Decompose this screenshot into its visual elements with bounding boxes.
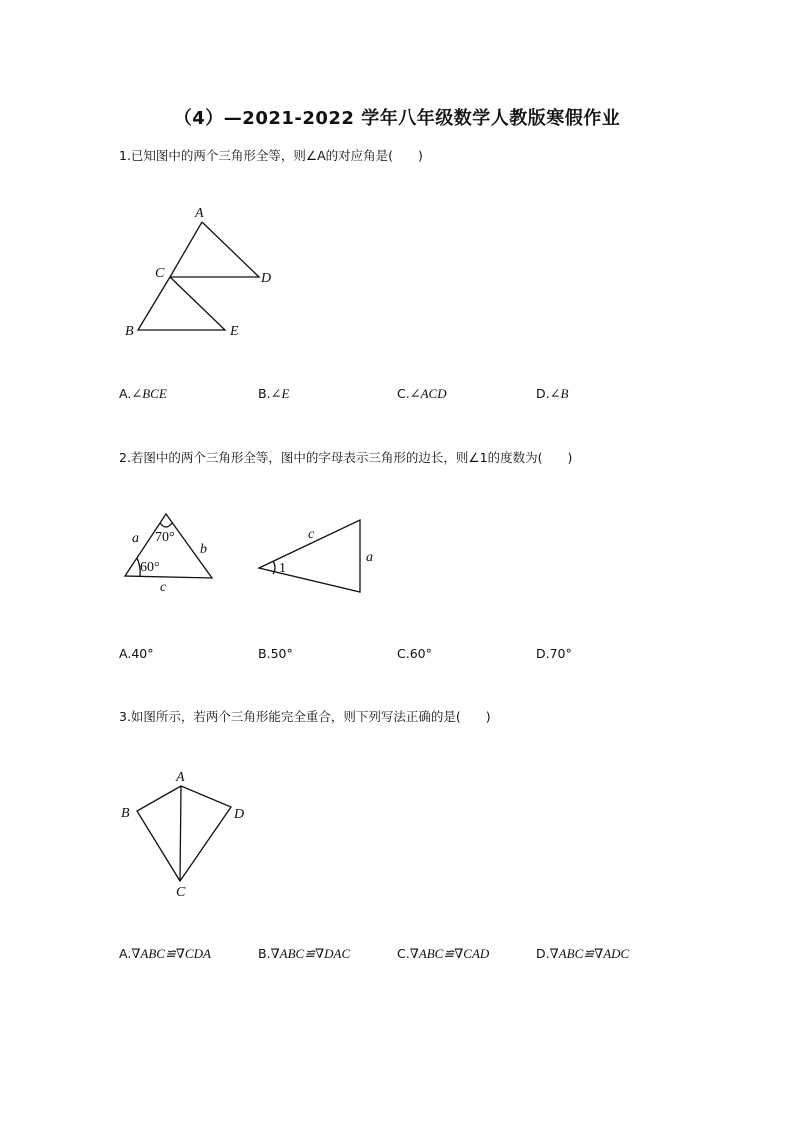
option-letter: D. bbox=[536, 646, 550, 661]
label-e: E bbox=[230, 324, 239, 339]
label-c: C bbox=[176, 885, 186, 900]
label-d: D bbox=[261, 271, 272, 286]
option-text: ∇ABC≌∇CAD bbox=[409, 946, 490, 961]
option-text: ∇ABC≌∇ADC bbox=[549, 946, 630, 961]
option-text: 50° bbox=[270, 646, 293, 661]
option-letter: B. bbox=[258, 946, 271, 961]
question-2-stem: 2.若图中的两个三角形全等，图中的字母表示三角形的边长，则∠1的度数为( ) bbox=[119, 450, 573, 465]
option-letter: B. bbox=[258, 646, 271, 661]
question-3-option-c[interactable] bbox=[397, 946, 489, 962]
question-1-stem: 1.已知图中的两个三角形全等，则∠A的对应角是( ) bbox=[119, 148, 423, 163]
angle-60-label: 60° bbox=[140, 560, 160, 575]
option-letter: C. bbox=[397, 946, 410, 961]
option-letter: A. bbox=[119, 646, 132, 661]
label-c2-side: c bbox=[308, 527, 315, 542]
triangle-left bbox=[125, 514, 212, 578]
option-text: 60° bbox=[409, 646, 432, 661]
question-1-figure bbox=[110, 200, 310, 360]
label-b: B bbox=[121, 806, 130, 821]
option-letter: C. bbox=[397, 386, 410, 401]
label-a-side: a bbox=[132, 531, 139, 546]
option-letter: D. bbox=[536, 946, 550, 961]
question-3-option-a[interactable] bbox=[119, 946, 211, 962]
angle-arc-top bbox=[160, 523, 172, 527]
question-2-option-b[interactable] bbox=[258, 646, 293, 661]
label-a2-side: a bbox=[366, 550, 373, 565]
triangle-cbe bbox=[138, 277, 225, 330]
option-letter: A. bbox=[119, 386, 132, 401]
question-2-option-a[interactable] bbox=[119, 646, 153, 661]
angle-70-label: 70° bbox=[155, 530, 175, 545]
question-2-option-c[interactable] bbox=[397, 646, 432, 661]
option-letter: A. bbox=[119, 946, 132, 961]
question-2-figure bbox=[110, 505, 390, 605]
option-text: ∠B bbox=[549, 386, 569, 401]
question-3-option-d[interactable] bbox=[536, 946, 629, 962]
label-b-side: b bbox=[200, 542, 207, 557]
option-text: ∇ABC≌∇CDA bbox=[131, 946, 211, 961]
quadrilateral-abcd bbox=[137, 786, 231, 881]
triangle-acd bbox=[170, 222, 259, 277]
option-text: ∇ABC≌∇DAC bbox=[270, 946, 351, 961]
page-title: （4）—2021-2022 学年八年级数学人教版寒假作业 bbox=[173, 108, 621, 129]
question-1-option-a[interactable] bbox=[119, 386, 167, 402]
question-2-option-d[interactable] bbox=[536, 646, 572, 661]
label-d: D bbox=[234, 807, 245, 822]
option-letter: B. bbox=[258, 386, 271, 401]
option-letter: C. bbox=[397, 646, 410, 661]
option-text: 40° bbox=[131, 646, 154, 661]
question-1-option-d[interactable] bbox=[536, 386, 568, 402]
label-b: B bbox=[125, 324, 134, 339]
question-1-option-c[interactable] bbox=[397, 386, 447, 402]
diagonal-ac bbox=[180, 786, 181, 881]
angle-1-label: 1 bbox=[279, 561, 286, 576]
question-3-stem: 3.如图所示，若两个三角形能完全重合，则下列写法正确的是( ) bbox=[119, 709, 491, 724]
option-letter: D. bbox=[536, 386, 550, 401]
label-c: C bbox=[155, 266, 165, 281]
label-a: A bbox=[176, 770, 185, 785]
option-text: ∠ACD bbox=[409, 386, 447, 401]
option-text: ∠E bbox=[270, 386, 290, 401]
question-1-option-b[interactable] bbox=[258, 386, 289, 402]
label-a: A bbox=[195, 206, 204, 221]
option-text: 70° bbox=[549, 646, 572, 661]
label-c-side: c bbox=[160, 580, 167, 595]
question-3-option-b[interactable] bbox=[258, 946, 350, 962]
question-3-figure bbox=[110, 765, 260, 905]
option-text: ∠BCE bbox=[131, 386, 167, 401]
